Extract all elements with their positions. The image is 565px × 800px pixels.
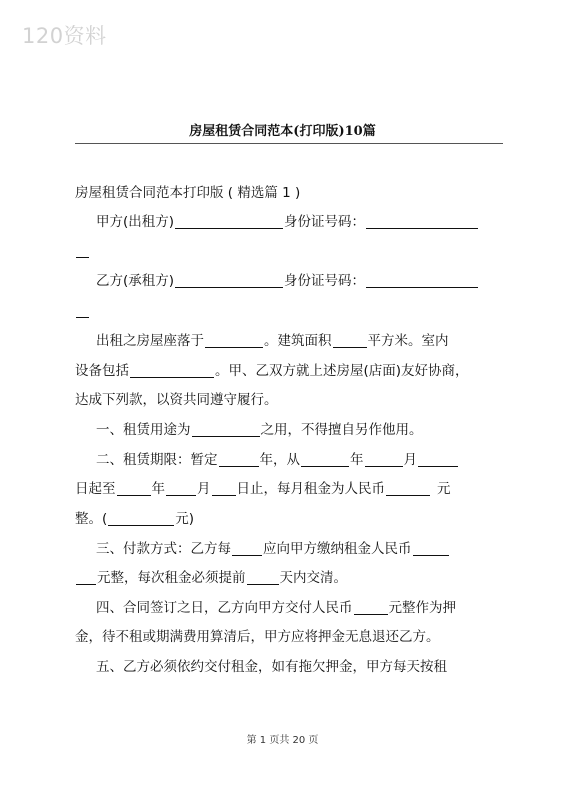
- area-blank: [333, 333, 367, 348]
- intro-line-1: [96, 332, 449, 350]
- document-title: 房屋租赁合同范本(打印版)10篇: [189, 124, 376, 139]
- clause-text: 元整作为押: [388, 600, 456, 616]
- clause-text: 之用，不得擅自另作他用。: [260, 422, 423, 438]
- clause-1-line: [96, 421, 423, 439]
- intro-text: 出租之房屋座落于: [96, 333, 204, 349]
- clause-text: 三、付款方式：乙方每: [96, 541, 231, 557]
- party-b-id-label: 身份证号码：: [284, 273, 366, 289]
- intro-text: 。甲、乙双方就上述房屋(店面)友好协商，: [215, 363, 469, 379]
- clause-text: 元): [175, 511, 195, 527]
- clause-3-line-2: [75, 569, 347, 587]
- rent-amount-blank: [108, 511, 174, 526]
- party-b-name-blank: [175, 273, 283, 288]
- clause-3-line-1: [96, 540, 450, 558]
- clause-text: 元: [437, 481, 451, 497]
- clause-text: 应向甲方缴纳租金人民币: [263, 541, 412, 557]
- party-a-id-blank: [366, 214, 478, 229]
- clause-text: 日起至: [75, 481, 116, 497]
- party-a-line: [96, 213, 479, 231]
- clause-text: 一、租赁用途为: [96, 422, 191, 438]
- intro-text: 设备包括: [75, 363, 129, 379]
- clause-text: 四、合同签订之日，乙方向甲方交付人民币: [96, 600, 353, 616]
- start-year-blank: [301, 452, 349, 467]
- subtitle-text: 房屋租赁合同范本打印版 ( 精选篇 1 ): [75, 185, 301, 201]
- clause-text: 年，从: [259, 452, 300, 468]
- payment-period-blank: [232, 541, 262, 556]
- title-divider: [75, 143, 503, 144]
- party-b-line: [96, 272, 479, 290]
- clause-text: 元整，每次租金必须提前: [97, 570, 246, 586]
- intro-text: 平方米。室内: [367, 333, 449, 349]
- intro-text: 。建筑面积: [264, 333, 332, 349]
- payment-amount-blank-continued: [76, 570, 96, 585]
- party-b-label: 乙方(承租方): [96, 273, 175, 289]
- clause-text: 日止，每月租金为人民币: [236, 481, 385, 497]
- party-b-id-blank-continued: [76, 303, 89, 318]
- clause-text: 月: [403, 452, 417, 468]
- clause-text: 整。(: [75, 511, 108, 527]
- term-years-blank: [219, 452, 259, 467]
- end-month-blank: [166, 481, 196, 496]
- party-b-id-blank: [366, 273, 478, 288]
- equipment-blank: [130, 363, 214, 378]
- end-day-blank: [212, 481, 236, 496]
- clause-5-line-1: [96, 658, 447, 676]
- start-month-blank: [365, 452, 403, 467]
- clause-text: 金，待不租或期满费用算清后，甲方应将押金无息退还乙方。: [75, 629, 440, 645]
- intro-line-3: [75, 391, 278, 409]
- payment-amount-blank: [413, 541, 449, 556]
- clause-4-line-1: [96, 599, 456, 617]
- end-year-blank: [117, 481, 151, 496]
- party-a-id-label: 身份证号码：: [284, 214, 366, 230]
- section-subtitle: [75, 184, 300, 202]
- clause-2-line-3: [75, 510, 194, 528]
- clause-2-line-2: [75, 480, 451, 498]
- clause-text: 天内交清。: [279, 570, 347, 586]
- party-a-name-blank: [175, 214, 283, 229]
- clause-text: 年: [350, 452, 364, 468]
- advance-days-blank: [247, 570, 279, 585]
- clause-text: 二、租赁期限：暂定: [96, 452, 218, 468]
- party-a-overflow-line: [75, 242, 90, 260]
- monthly-rent-blank: [386, 481, 430, 496]
- party-b-overflow-line: [75, 302, 90, 320]
- intro-text: 达成下列款，以资共同遵守履行。: [75, 392, 278, 408]
- party-a-label: 甲方(出租方): [96, 214, 175, 230]
- page-footer: 第 1 页共 20 页: [246, 735, 319, 746]
- start-day-blank: [418, 452, 458, 467]
- clause-text: 月: [197, 481, 211, 497]
- clause-text: 年: [151, 481, 165, 497]
- intro-line-2: [75, 362, 469, 380]
- clause-text: 五、乙方必须依约交付租金，如有拖欠押金，甲方每天按租: [96, 659, 447, 675]
- clause-2-line-1: [96, 451, 459, 469]
- usage-blank: [192, 422, 260, 437]
- address-blank: [205, 333, 263, 348]
- watermark-text: 120资料: [22, 24, 107, 48]
- deposit-blank: [354, 600, 388, 615]
- party-a-id-blank-continued: [76, 243, 89, 258]
- clause-4-line-2: [75, 628, 440, 646]
